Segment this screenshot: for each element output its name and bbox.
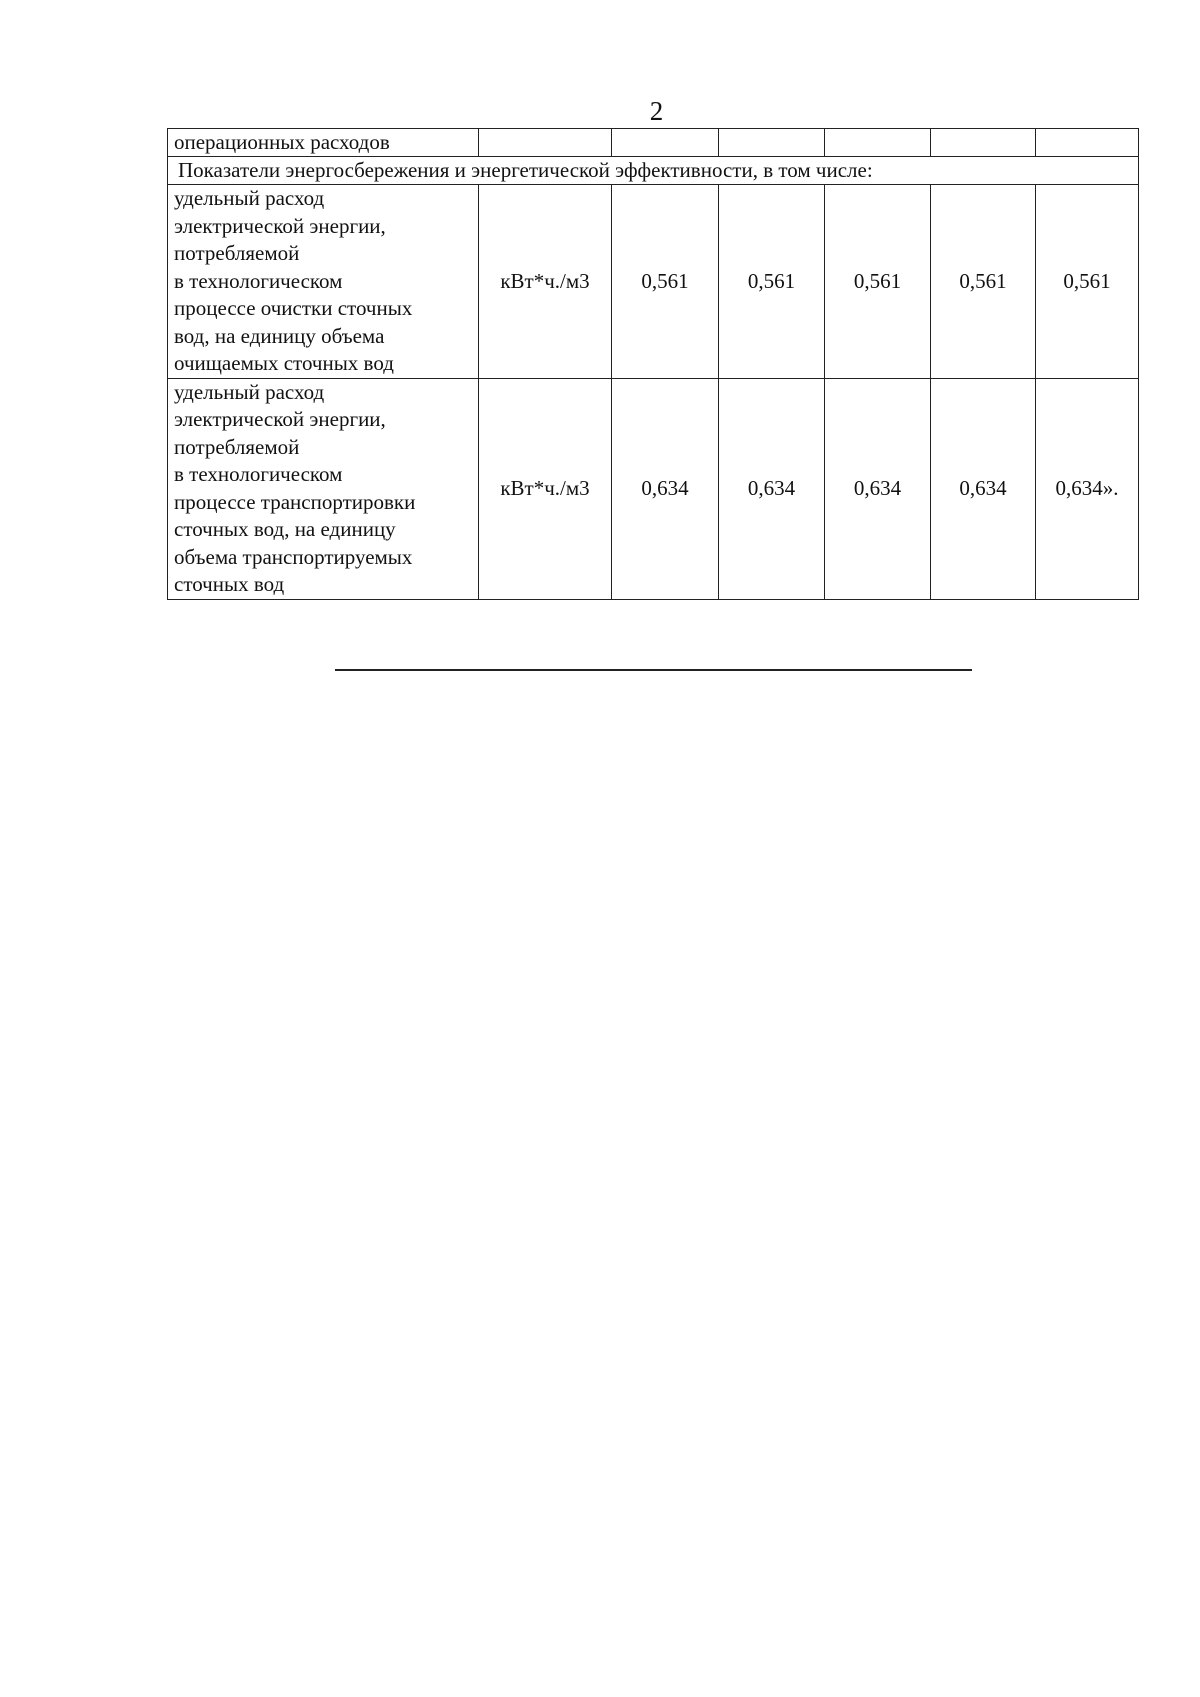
unit-cell — [479, 129, 612, 157]
table-row — [168, 185, 1139, 379]
value-cell — [612, 129, 719, 157]
value-cell — [825, 129, 931, 157]
end-separator-line — [335, 669, 972, 671]
value-cell — [931, 129, 1036, 157]
value-cell — [719, 129, 825, 157]
section-heading: Показатели энергосбережения и энергетической эффективности, в том числе: — [168, 157, 1139, 185]
value-cell: 0,561 — [825, 185, 931, 379]
row-label: удельный расход электрической энергии, потребляемой в технологическом процессе транспортировки сточных вод, на единицу объема транспортируемых сточных вод — [168, 378, 479, 599]
value-cell: 0,634 — [612, 378, 719, 599]
value-cell: 0,561 — [719, 185, 825, 379]
page-number: 2 — [649, 96, 664, 126]
row-label: операционных расходов — [168, 129, 479, 157]
indicators-table — [167, 128, 1139, 600]
table-section-row — [168, 157, 1139, 185]
row-label: удельный расход электрической энергии, потребляемой в технологическом процессе очистки сточных вод, на единицу объема очищаемых сточных вод — [168, 185, 479, 379]
value-cell — [1036, 129, 1139, 157]
value-cell: 0,561 — [931, 185, 1036, 379]
value-cell: 0,634 — [931, 378, 1036, 599]
table-row — [168, 378, 1139, 599]
unit-cell: кВт*ч./м3 — [479, 185, 612, 379]
value-cell: 0,634 — [719, 378, 825, 599]
value-cell: 0,634». — [1036, 378, 1139, 599]
value-cell: 0,561 — [1036, 185, 1139, 379]
unit-cell: кВт*ч./м3 — [479, 378, 612, 599]
table-row — [168, 129, 1139, 157]
value-cell: 0,634 — [825, 378, 931, 599]
value-cell: 0,561 — [612, 185, 719, 379]
